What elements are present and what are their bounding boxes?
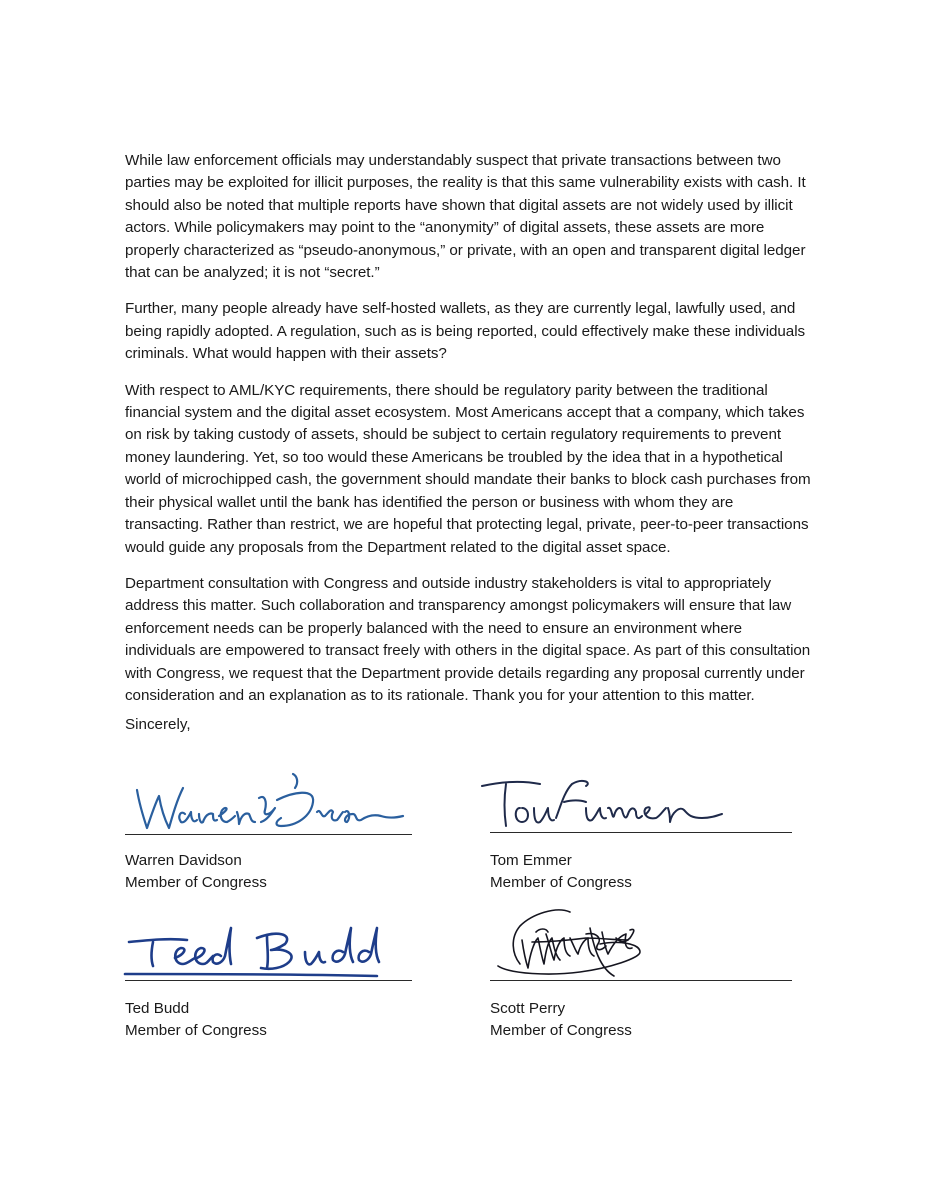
- signatory-title: Member of Congress: [490, 874, 632, 891]
- closing: Sincerely,: [125, 716, 191, 733]
- paragraph-4: Department consultation with Congress and outside industry stakeholders is vital to appropriately address this matter. Such collaboration and transparency amongst policymakers will ensure that law enforcement needs can be properly balanced with the need to ensure an environment where individuals are empowered to transact freely with others in the digital space. As part of this consultation with Congress, we request that the Department provide details regarding any proposal currently under consideration and an explanation as to its rationale. Thank you for your attention to this matter.: [125, 574, 811, 704]
- signatory-name: Scott Perry: [490, 1000, 566, 1017]
- signatory-name: Warren Davidson: [125, 852, 242, 869]
- signature-block-emmer: [490, 768, 780, 898]
- signatory-title: Member of Congress: [125, 1022, 267, 1039]
- paragraph-3: With respect to AML/KYC requirements, there should be regulatory parity between the traditional financial system and the digital asset ecosystem. Most Americans accept that a company, which takes on risk by taking custody of assets, should be subject to certain regulatory requirements to prevent money laundering. Yet, so too would these Americans be troubled by the idea that in a hypothetical world of microchipped cash, the government should mandate their banks to block cash purchases from their physical wallet until the bank has identified the person or business with whom they are transacting. Rather than restrict, we are hopeful that protecting legal, private, peer-to-peer transactions would guide any proposals from the Department related to the digital asset space.: [125, 381, 811, 556]
- signature-budd: [125, 918, 415, 988]
- paragraph-2: Further, many people already have self-hosted wallets, as they are currently legal, lawfully used, and being rapidly adopted. A regulation, such as is being reported, could effectively make these individuals criminals. What would happen with their assets?: [125, 300, 806, 363]
- signatory-name: Tom Emmer: [490, 852, 572, 869]
- signature-perry: [490, 898, 790, 978]
- signature-emmer: [490, 768, 790, 838]
- signatory-name: Ted Budd: [125, 1000, 190, 1017]
- signature-line: [125, 834, 412, 835]
- signature-line: [490, 980, 792, 981]
- letter-body: [125, 150, 815, 721]
- signature-block-davidson: [125, 768, 415, 898]
- signature-block-perry: [490, 918, 780, 1048]
- signatory-title: Member of Congress: [490, 1022, 632, 1039]
- signature-line: [490, 832, 792, 833]
- paragraph-1: While law enforcement officials may understandably suspect that private transactions between two parties may be exploited for illicit purposes, the reality is that this same vulnerability exists with cash. It should also be noted that multiple reports have shown that digital assets are not widely used by illicit actors. While policymakers may point to the “anonymity” of digital assets, these assets are more properly characterized as “pseudo-anonymous,” or private, with an open and transparent digital ledger that can be analyzed; it is not “secret.”: [125, 152, 806, 282]
- signatory-title: Member of Congress: [125, 874, 267, 891]
- signature-block-budd: [125, 918, 415, 1048]
- signature-davidson: [125, 768, 415, 838]
- signature-line: [125, 980, 412, 981]
